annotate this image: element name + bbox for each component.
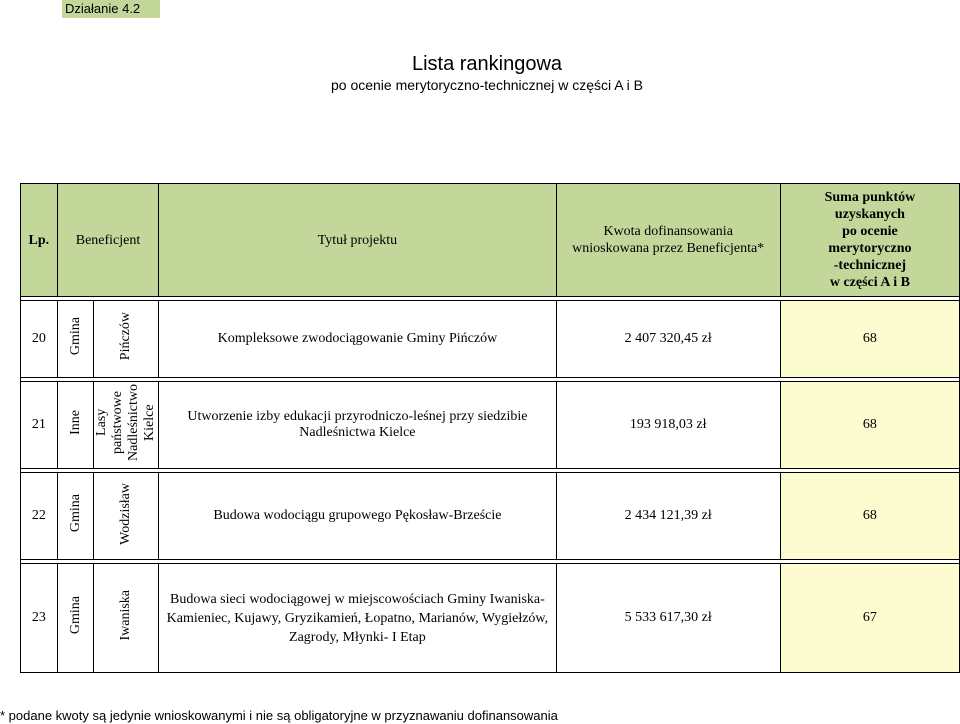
row-beneficiary: Wodzisław <box>94 473 159 560</box>
row-amount: 193 918,03 zł <box>556 382 780 469</box>
header-suma <box>780 184 959 297</box>
table-row <box>21 382 960 469</box>
row-title: Utworzenie izby edukacji przyrodniczo-leśnej przy siedzibie Nadleśnictwa Kielce <box>159 382 556 469</box>
row-title: Kompleksowe zwodociągowanie Gminy Pińczów <box>159 301 556 378</box>
header-suma-line: po ocenie <box>842 224 898 239</box>
row-lp: 20 <box>21 301 58 378</box>
table-header-row <box>21 184 960 297</box>
table-row <box>21 473 960 560</box>
footnote: * podane kwoty są jedynie wnioskowanymi i nie są obligatoryjne w przyznawaniu dofinansowania <box>0 708 558 723</box>
row-type: Gmina <box>57 564 94 673</box>
row-title: Budowa sieci wodociągowej w miejscowościach Gminy Iwaniska- Kamieniec, Kujawy, Gryzikamień, Łopatno, Marianów, Wygiełzów, Zagrody, Młynki- I Etap <box>159 564 556 673</box>
page-subtitle: po ocenie merytoryczno-technicznej w części A i B <box>330 77 644 93</box>
header-suma-line: -technicznej <box>833 258 907 273</box>
header-suma-line: uzyskanych <box>834 207 905 222</box>
header-kwota-line2: wnioskowana przez Beneficjenta* <box>572 241 765 256</box>
page-title: Lista rankingowa <box>411 53 563 75</box>
table-row <box>21 301 960 378</box>
row-beneficiary: Lasy państwowe Nadleśnictwo Kielce <box>94 382 159 469</box>
row-lp: 23 <box>21 564 58 673</box>
row-points: 68 <box>780 473 959 560</box>
header-suma-line: merytoryczno <box>828 241 912 256</box>
row-points: 68 <box>780 301 959 378</box>
row-amount: 5 533 617,30 zł <box>556 564 780 673</box>
row-amount: 2 407 320,45 zł <box>556 301 780 378</box>
row-type: Gmina <box>57 473 94 560</box>
header-lp: Lp. <box>21 184 58 297</box>
action-label: Działanie 4.2 <box>62 0 160 18</box>
header-kwota <box>556 184 780 297</box>
row-beneficiary: Pińczów <box>94 301 159 378</box>
header-suma-line: w części A i B <box>829 275 910 290</box>
header-suma-line: Suma punktów <box>824 190 916 205</box>
row-amount: 2 434 121,39 zł <box>556 473 780 560</box>
header-tytul: Tytuł projektu <box>159 184 556 297</box>
row-beneficiary: Iwaniska <box>94 564 159 673</box>
ranking-table <box>20 183 960 673</box>
row-points: 67 <box>780 564 959 673</box>
table-row <box>21 564 960 673</box>
row-title: Budowa wodociągu grupowego Pękosław-Brzeście <box>159 473 556 560</box>
row-lp: 21 <box>21 382 58 469</box>
row-points: 68 <box>780 382 959 469</box>
row-type: Gmina <box>57 301 94 378</box>
header-kwota-line1: Kwota dofinansowania <box>603 224 733 239</box>
header-beneficjent: Beneficjent <box>57 184 159 297</box>
row-type: Inne <box>57 382 94 469</box>
row-lp: 22 <box>21 473 58 560</box>
